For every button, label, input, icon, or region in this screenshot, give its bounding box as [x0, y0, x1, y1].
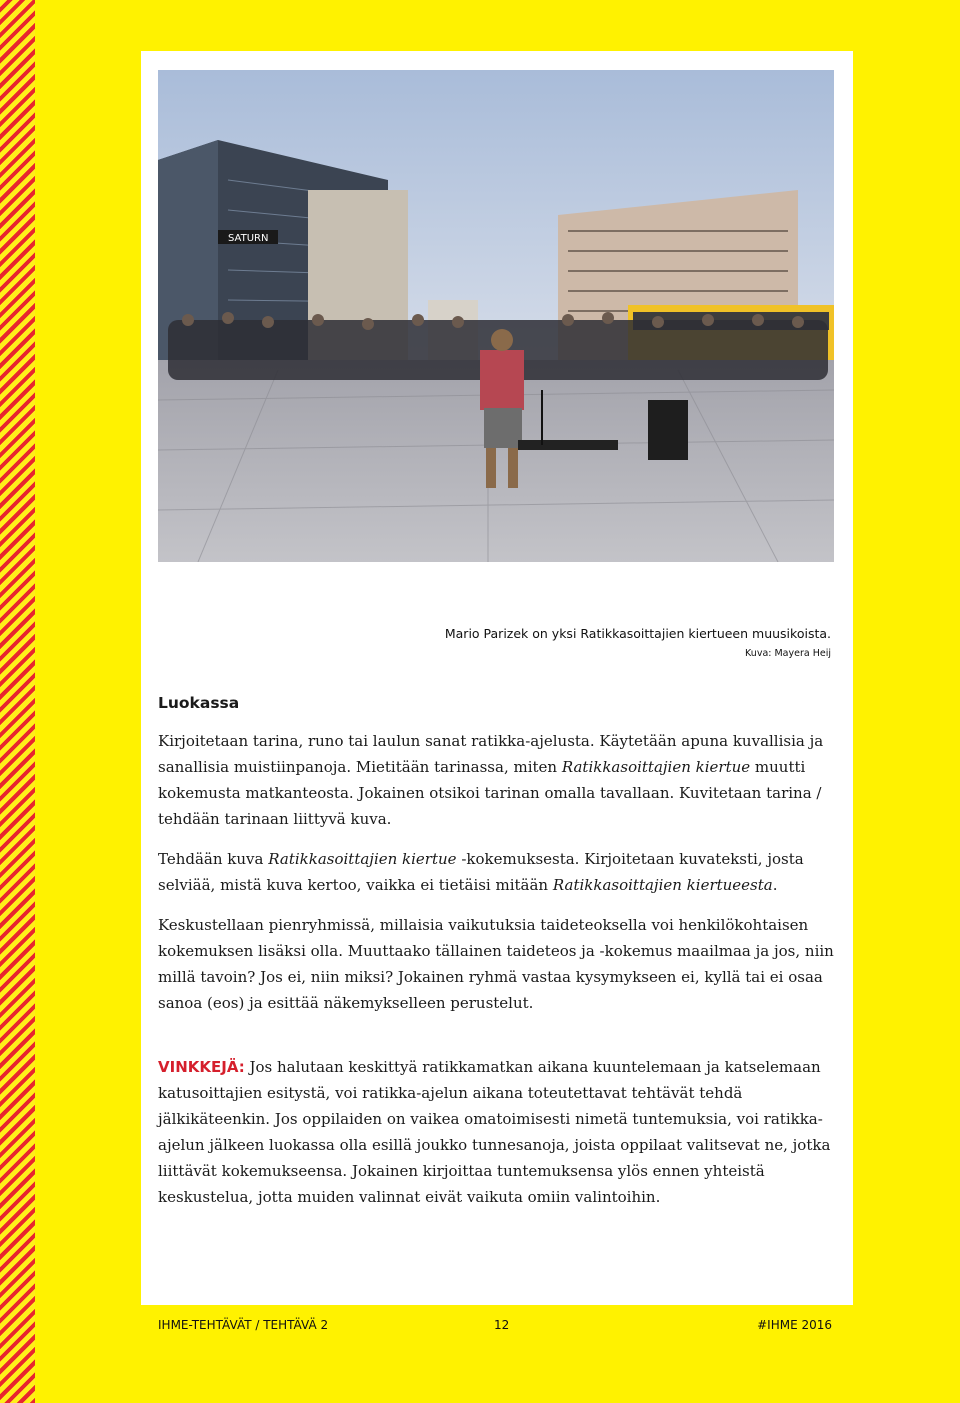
p2-emphasis-2: Ratikkasoittajien kiertueesta [552, 876, 773, 894]
article-body [158, 692, 834, 1224]
hint-text: Jos halutaan keskittyä ratikkamatkan aikana kuuntelemaan ja katselemaan katusoittajien esitystä, voi ratikka-ajelun aikana toteutettavat tehtävät tehdä jälkikäteenkin. Jos oppilaiden on vaikea omatoimisesti nimetä tuntemuksia, voi ratikka-ajelun jälkeen luokassa olla esillä joukko tunnesanoja, joista oppilaat valitsevat ne, jotka liittävät kokemukseensa. Jokainen kirjoittaa tuntemuksensa ylös ennen yhteistä keskustelua, jotta muiden valinnat eivät vaikuta omiin valintoihin. [158, 1058, 831, 1206]
p1-emphasis: Ratikkasoittajien kiertue [561, 758, 751, 776]
striped-border-decoration [0, 0, 35, 1403]
page-footer [158, 1318, 832, 1336]
caption-text: Mario Parizek on yksi Ratikkasoittajien kiertueen muusikoista. [444, 626, 831, 641]
p2-emphasis-1: Ratikkasoittajien kiertue [268, 850, 457, 868]
hint-paragraph [158, 1054, 834, 1210]
hint-label: VINKKEJÄ: [158, 1058, 245, 1076]
p2-text-b: -kokemuksesta. Kirjoitetaan kuvateksti, josta selviää, mistä kuva kertoo, vaikka ei tietäisi mitään [158, 850, 804, 894]
photo-credit: Kuva: Mayera Heij [745, 648, 831, 659]
document-page [141, 51, 853, 1305]
p1-text-b: muutti kokemusta matkanteosta. Jokainen otsikoi tarinan omalla tavallaan. Kuvitetaan tarina / tehdään tarinaan liittyvä kuva. [158, 758, 822, 828]
p2-text-a: Tehdään kuva [158, 850, 269, 868]
street-musician-photo [158, 70, 834, 562]
paragraph-3: Keskustellaan pienryhmissä, millaisia vaikutuksia taideteoksella voi henkilökohtaisen kokemuksen lisäksi olla. Muuttaako tällainen taideteos ja -kokemus maailmaa ja jos, niin millä tavoin? Jos ei, niin miksi? Jokainen ryhmä vastaa kysymykseen ei, kyllä tai ei osaa sanoa (eos) ja esittää näkemykselleen perustelut. [158, 916, 834, 1012]
p2-text-c: . [772, 876, 778, 894]
p1-text-a: Kirjoitetaan tarina, runo tai laulun sanat ratikka-ajelusta. Käytetään apuna kuvallisia ja sanallisia muistiinpanoja. Mietitään tarinassa, miten [158, 732, 824, 776]
footer-hashtag: #IHME 2016 [757, 1318, 832, 1332]
section-heading: Luokassa [158, 694, 240, 712]
paragraph-2 [158, 846, 834, 898]
footer-page-number: 12 [494, 1318, 510, 1332]
photo-caption [445, 623, 831, 659]
saturn-sign: SATURN [228, 233, 269, 244]
footer-series-title: IHME-TEHTÄVÄT / TEHTÄVÄ 2 [158, 1318, 329, 1332]
paragraph-1 [158, 728, 834, 832]
